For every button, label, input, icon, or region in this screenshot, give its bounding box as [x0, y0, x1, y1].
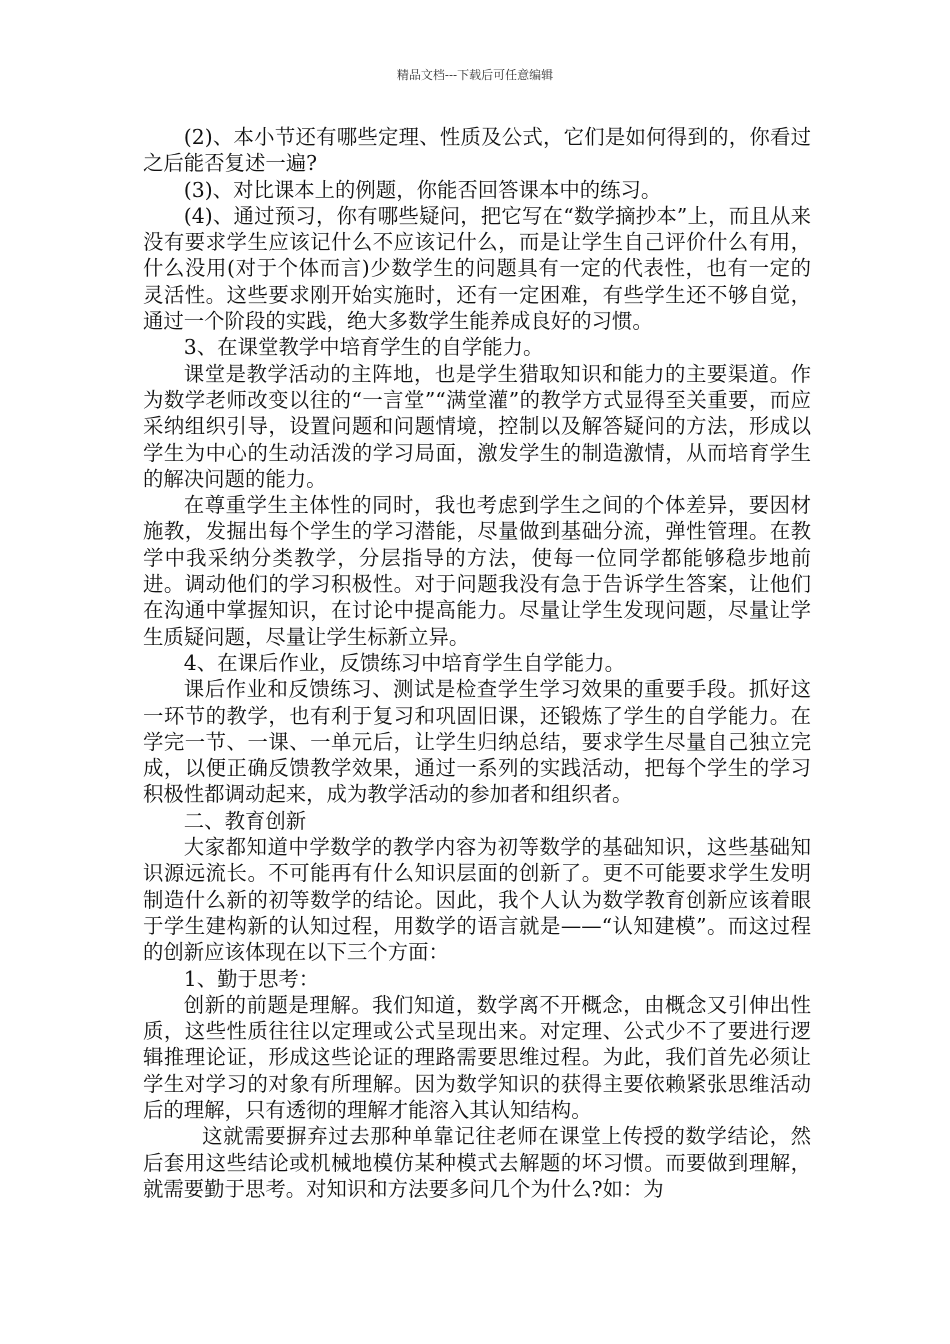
document-body: [143, 124, 811, 1202]
paragraph-3: (3)、对比课本上的例题，你能否回答课本中的练习。: [183, 177, 662, 202]
section-heading-think: 1、勤于思考：: [183, 966, 320, 991]
section-heading-4: 4、在课后作业，反馈练习中培育学生自学能力。: [183, 650, 625, 675]
paragraph-homework: 课后作业和反馈练习、测试是检查学生学习效果的重要手段。抓好这一环节的教学，也有利于复习和巩固旧课，还锻炼了学生的自学能力。在学完一节、一课、一单元后，让学生归纳总结，要求学生尽量自己独立完成，以便正确反馈教学效果，通过一系列的实践活动，把每个学生的学习积极性都调动起来，成为教学活动的参加者和组织者。: [143, 677, 811, 807]
paragraph-4: (4)、通过预习，你有哪些疑问，把它写在“数学摘抄本”上，而且从来没有要求学生应该记什么不应该记什么，而是让学生自己评价什么有用，什么没用(对于个体而言)少数学生的问题具有一定的代表性，也有一定的灵活性。这些要求刚开始实施时，还有一定困难，有些学生还不够自觉，通过一个阶段的实践，绝大多数学生能养成良好的习惯。: [143, 203, 811, 334]
section-heading-3: 3、在课堂教学中培育学生的自学能力。: [183, 335, 544, 360]
paragraph-innovation: 大家都知道中学数学的教学内容为初等数学的基础知识，这些基础知识源远流长。不可能再有什么知识层面的创新了。更不可能要求学生发明制造什么新的初等数学的结论。因此，我个人认为数学教育创新应该着眼于学生建构新的认知过程，用数学的语言就是——“认知建模”。而这过程的创新应该体现在以下三个方面：: [143, 835, 811, 965]
paragraph-classroom: 课堂是教学活动的主阵地，也是学生猎取知识和能力的主要渠道。作为数学老师改变以往的“一言堂”“满堂灌”的教学方式显得至关重要，而应采纳组织引导，设置问题和问题情境，控制以及解答疑问的方法，形成以学生为中心的生动活泼的学习局面，激发学生的制造激情，从而培育学生的解决问题的能力。: [143, 361, 811, 491]
page-header: 精品文档---下载后可任意编辑: [396, 68, 554, 82]
paragraph-2: (2)、本小节还有哪些定理、性质及公式，它们是如何得到的，你看过之后能否复述一遍?: [143, 125, 811, 176]
paragraph-abandon: 这就需要摒弃过去那种单靠记往老师在课堂上传授的数学结论，然后套用这些结论或机械地模仿某种模式去解题的坏习惯。而要做到理解，就需要勤于思考。对知识和方法要多问几个为什么?如：为: [143, 1124, 811, 1201]
paragraph-respect: 在尊重学生主体性的同时，我也考虑到学生之间的个体差异，要因材施教，发掘出每个学生的学习潜能，尽量做到基础分流，弹性管理。在教学中我采纳分类教学，分层指导的方法，使每一位同学都能够稳步地前进。调动他们的学习积极性。对于问题我没有急于告诉学生答案，让他们在沟通中掌握知识，在讨论中提高能力。尽量让学生发现问题，尽量让学生质疑问题，尽量让学生标新立异。: [143, 493, 811, 649]
section-heading-innovation: 二、教育创新: [183, 808, 307, 833]
paragraph-understanding: 创新的前题是理解。我们知道，数学离不开概念，由概念又引伸出性质，这些性质往往以定理或公式呈现出来。对定理、公式少不了要进行逻辑推理论证，形成这些论证的理路需要思维过程。为此，我们首先必须让学生对学习的对象有所理解。因为数学知识的获得主要依赖紧张思维活动后的理解，只有透彻的理解才能溶入其认知结构。: [143, 992, 811, 1122]
